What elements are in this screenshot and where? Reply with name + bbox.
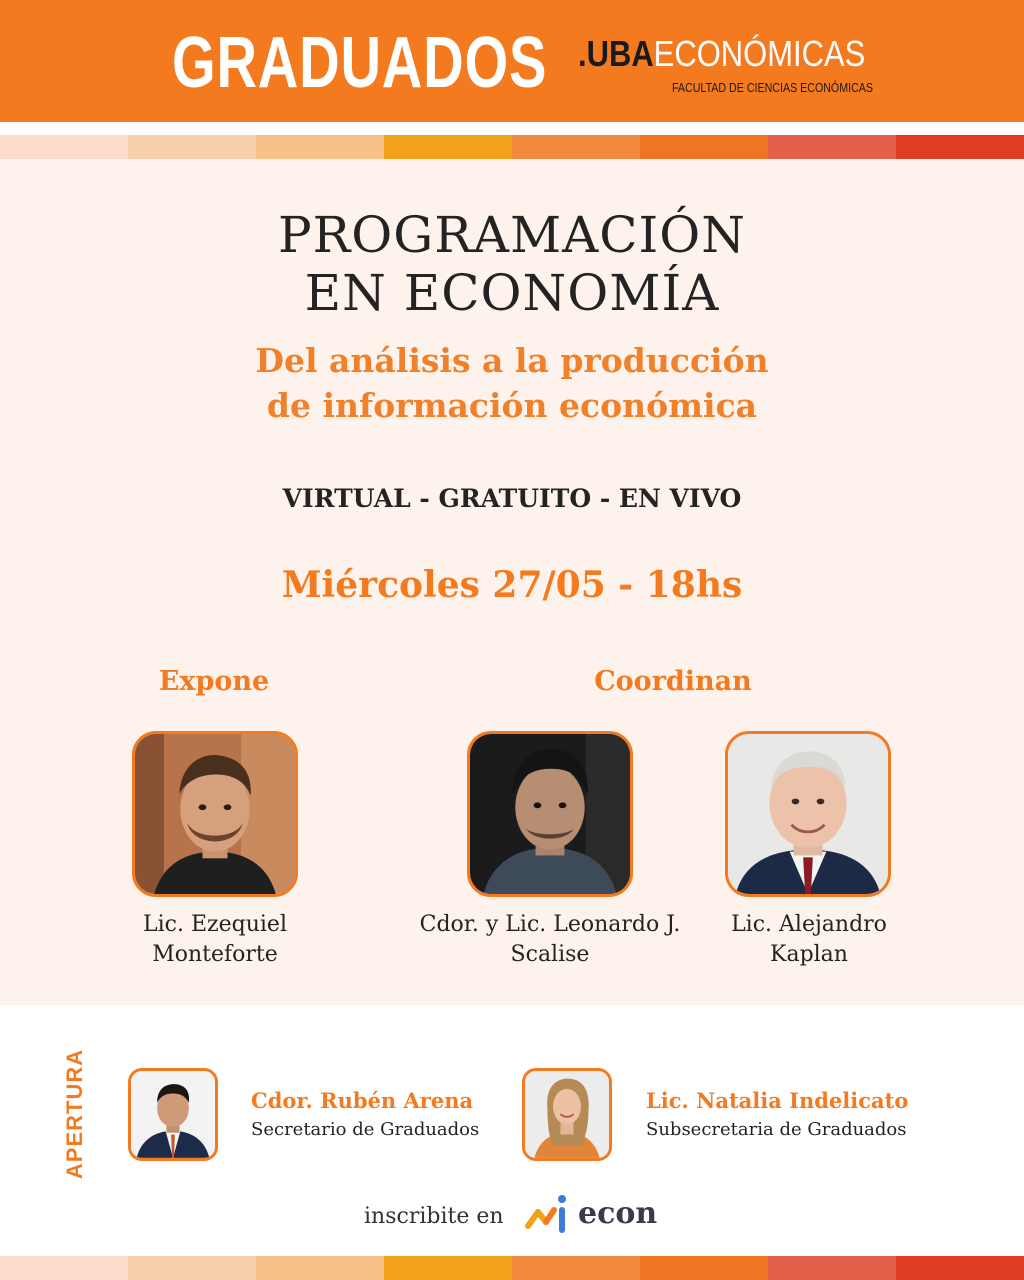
stripe <box>768 1256 896 1280</box>
speaker-name-line: Lic. Ezequiel <box>143 912 287 937</box>
opening-name-indelicato: Lic. Natalia Indelicato <box>646 1088 909 1113</box>
logo-economicas: ECONÓMICAS <box>653 33 866 74</box>
stripe <box>128 135 256 159</box>
header-banner <box>0 0 1024 122</box>
stripe <box>896 1256 1024 1280</box>
econ-mark-icon <box>524 1190 574 1236</box>
event-subtitle-line2: de información económica <box>266 386 758 425</box>
coordinan-label: Coordinan <box>594 666 752 697</box>
speaker-name-line: Monteforte <box>152 942 278 967</box>
color-stripes-bottom <box>0 1256 1024 1280</box>
portrait-image <box>525 1071 609 1158</box>
portrait-image <box>135 734 295 894</box>
event-mode: VIRTUAL - GRATUITO - EN VIVO <box>282 484 742 513</box>
apertura-text: APERTURA <box>62 1048 87 1180</box>
event-title <box>0 206 1024 322</box>
uba-economicas-logo <box>578 34 878 104</box>
speaker-name-line: Cdor. y Lic. Leonardo J. <box>419 912 681 937</box>
stripe <box>512 1256 640 1280</box>
portrait-image <box>728 734 888 894</box>
event-subtitle <box>0 338 1024 428</box>
event-subtitle-line1: Del análisis a la producción <box>255 341 769 380</box>
econ-wordmark: econ <box>578 1196 658 1231</box>
stripe <box>640 1256 768 1280</box>
stripe <box>384 1256 512 1280</box>
stripe <box>256 1256 384 1280</box>
speaker-name-scalise <box>410 910 690 970</box>
logo-wordmark <box>578 33 866 74</box>
logo-subtitle: FACULTAD DE CIENCIAS ECONÓMICAS <box>672 80 873 95</box>
speaker-name-kaplan <box>699 910 919 970</box>
event-date: Miércoles 27/05 - 18hs <box>281 564 743 606</box>
speaker-photo-monteforte <box>132 731 298 897</box>
event-title-line1: PROGRAMACIÓN <box>277 206 747 264</box>
stripe <box>768 135 896 159</box>
event-title-line2: EN ECONOMÍA <box>304 264 720 322</box>
stripe <box>0 135 128 159</box>
stripe <box>896 135 1024 159</box>
graduados-title: GRADUADOS <box>172 23 548 103</box>
speaker-name-line: Kaplan <box>770 942 848 967</box>
apertura-label <box>50 1046 100 1182</box>
opening-role-indelicato: Subsecretaria de Graduados <box>646 1119 907 1140</box>
opening-role-arena: Secretario de Graduados <box>251 1119 480 1140</box>
speaker-photo-scalise <box>467 731 633 897</box>
speaker-name-monteforte <box>85 910 345 970</box>
stripe <box>0 1256 128 1280</box>
stripe <box>384 135 512 159</box>
logo-uba: .UBA <box>578 33 654 74</box>
speaker-photo-kaplan <box>725 731 891 897</box>
opening-photo-arena <box>128 1068 218 1161</box>
speaker-name-line: Lic. Alejandro <box>731 912 887 937</box>
color-stripes-top <box>0 135 1024 159</box>
opening-photo-indelicato <box>522 1068 612 1161</box>
stripe <box>256 135 384 159</box>
speaker-name-line: Scalise <box>510 942 590 967</box>
stripe <box>512 135 640 159</box>
expone-label: Expone <box>158 666 270 697</box>
register-text: inscribite en <box>364 1204 504 1229</box>
stripe <box>640 135 768 159</box>
portrait-image <box>470 734 630 894</box>
portrait-image <box>131 1071 215 1158</box>
econ-logo[interactable] <box>524 1190 664 1236</box>
opening-name-arena: Cdor. Rubén Arena <box>251 1088 474 1113</box>
stripe <box>128 1256 256 1280</box>
